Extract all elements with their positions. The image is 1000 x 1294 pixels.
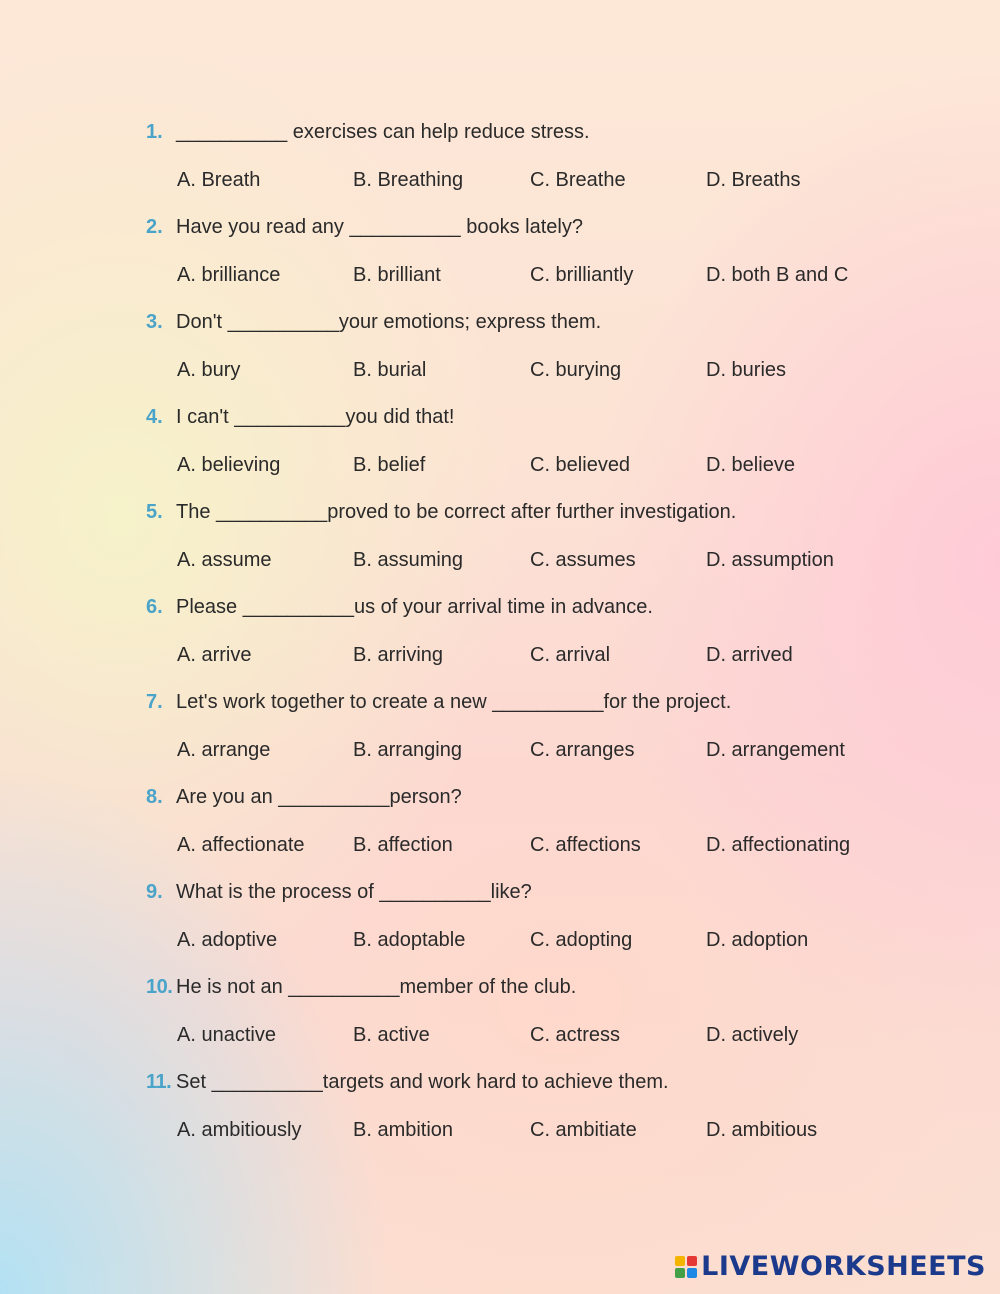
question-2-options [177, 262, 937, 288]
option-a[interactable]: A. adoptive [177, 929, 278, 951]
question-text: Set __________targets and work hard to achieve them. [176, 1071, 669, 1093]
option-a[interactable]: A. brilliance [177, 264, 281, 286]
option-b[interactable]: B. active [353, 1024, 430, 1046]
question-9-options [177, 927, 937, 953]
liveworksheets-logo[interactable] [675, 1251, 986, 1282]
option-a[interactable]: A. affectionate [177, 834, 305, 856]
option-b[interactable]: B. brilliant [353, 264, 441, 286]
option-d[interactable]: D. both B and C [706, 264, 849, 286]
option-c[interactable]: C. actress [530, 1024, 621, 1046]
question-2 [146, 214, 583, 240]
question-11 [146, 1069, 669, 1095]
question-text: I can't __________you did that! [176, 406, 455, 428]
question-3 [146, 309, 601, 335]
question-text: What is the process of __________like? [176, 881, 532, 903]
question-10-options [177, 1022, 937, 1048]
option-c[interactable]: C. brilliantly [530, 264, 634, 286]
question-4-options [177, 452, 937, 478]
question-number: 9. [146, 881, 163, 903]
option-c[interactable]: C. burying [530, 359, 622, 381]
question-text: Please __________us of your arrival time in advance. [176, 596, 653, 618]
option-a[interactable]: A. bury [177, 359, 241, 381]
logo-square-icon [675, 1268, 685, 1278]
question-6-options [177, 642, 937, 668]
option-d[interactable]: D. ambitious [706, 1119, 818, 1141]
option-c[interactable]: C. assumes [530, 549, 636, 571]
question-1 [146, 119, 590, 145]
option-d[interactable]: D. Breaths [706, 169, 801, 191]
question-number: 7. [146, 691, 163, 713]
logo-square-icon [687, 1268, 697, 1278]
question-text: Are you an __________person? [176, 786, 462, 808]
question-number: 6. [146, 596, 163, 618]
option-b[interactable]: B. belief [353, 454, 426, 476]
option-d[interactable]: D. assumption [706, 549, 834, 571]
option-c[interactable]: C. arranges [530, 739, 635, 761]
question-number: 10. [146, 976, 173, 998]
question-5-options [177, 547, 937, 573]
option-c[interactable]: C. adopting [530, 929, 633, 951]
option-b[interactable]: B. adoptable [353, 929, 466, 951]
question-5 [146, 499, 736, 525]
question-7-options [177, 737, 937, 763]
question-text: __________ exercises can help reduce stress. [176, 121, 590, 143]
question-number: 11. [146, 1071, 172, 1093]
question-8-options [177, 832, 937, 858]
question-7 [146, 689, 731, 715]
option-c[interactable]: C. affections [530, 834, 641, 856]
question-text: Let's work together to create a new __________for the project. [176, 691, 732, 713]
question-9 [146, 879, 532, 905]
option-a[interactable]: A. assume [177, 549, 272, 571]
logo-square-icon [675, 1256, 685, 1266]
logo-square-icon [687, 1256, 697, 1266]
option-c[interactable]: C. Breathe [530, 169, 626, 191]
question-1-options [177, 167, 937, 193]
option-d[interactable]: D. adoption [706, 929, 809, 951]
option-a[interactable]: A. arrive [177, 644, 252, 666]
option-b[interactable]: B. affection [353, 834, 453, 856]
question-text: Have you read any __________ books lately? [176, 216, 583, 238]
question-number: 8. [146, 786, 163, 808]
question-10 [146, 974, 576, 1000]
option-d[interactable]: D. buries [706, 359, 787, 381]
question-6 [146, 594, 653, 620]
question-number: 3. [146, 311, 163, 333]
liveworksheets-logo-icon [675, 1256, 697, 1278]
option-a[interactable]: A. believing [177, 454, 281, 476]
option-b[interactable]: B. arriving [353, 644, 444, 666]
question-3-options [177, 357, 937, 383]
option-d[interactable]: D. affectionating [706, 834, 851, 856]
question-text: Don't __________your emotions; express them. [176, 311, 602, 333]
option-a[interactable]: A. ambitiously [177, 1119, 302, 1141]
option-a[interactable]: A. arrange [177, 739, 271, 761]
option-d[interactable]: D. arrived [706, 644, 793, 666]
question-number: 4. [146, 406, 163, 428]
option-c[interactable]: C. arrival [530, 644, 611, 666]
option-d[interactable]: D. actively [706, 1024, 799, 1046]
option-b[interactable]: B. ambition [353, 1119, 454, 1141]
option-a[interactable]: A. unactive [177, 1024, 276, 1046]
option-b[interactable]: B. Breathing [353, 169, 464, 191]
option-a[interactable]: A. Breath [177, 169, 261, 191]
question-8 [146, 784, 462, 810]
question-number: 1. [146, 121, 163, 143]
question-text: He is not an __________member of the club. [176, 976, 577, 998]
option-d[interactable]: D. arrangement [706, 739, 845, 761]
option-b[interactable]: B. assuming [353, 549, 464, 571]
question-number: 5. [146, 501, 163, 523]
logo-text: LIVEWORKSHEETS [701, 1251, 986, 1282]
option-d[interactable]: D. believe [706, 454, 795, 476]
option-c[interactable]: C. believed [530, 454, 631, 476]
option-b[interactable]: B. burial [353, 359, 427, 381]
question-text: The __________proved to be correct after further investigation. [176, 501, 737, 523]
question-11-options [177, 1117, 937, 1143]
question-4 [146, 404, 455, 430]
option-b[interactable]: B. arranging [353, 739, 462, 761]
question-number: 2. [146, 216, 163, 238]
option-c[interactable]: C. ambitiate [530, 1119, 637, 1141]
